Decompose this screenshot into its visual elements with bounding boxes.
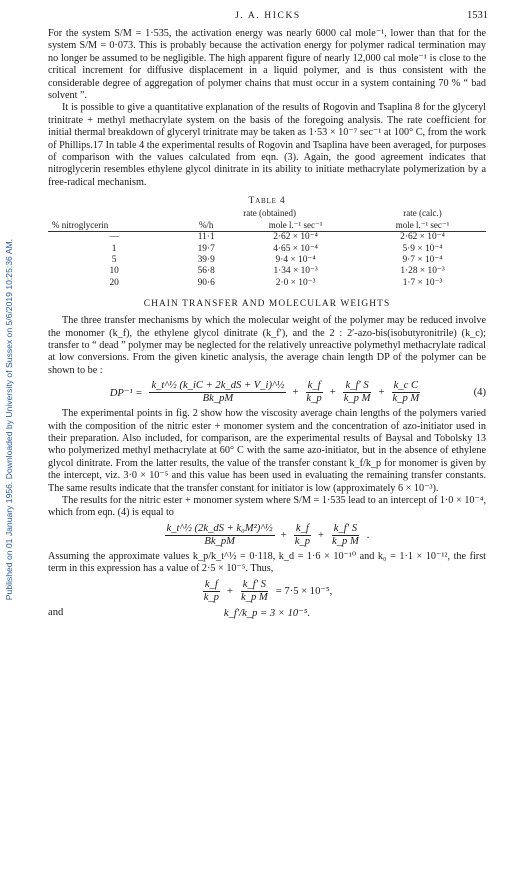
table-row: 20 90·6 2·0 × 10⁻³ 1·7 × 10⁻³ bbox=[109, 277, 443, 288]
eq4-term4: $\frac{\text{k\_c C}}{\text{k\_p M}}$ bbox=[392, 380, 420, 405]
equation-number: (4) bbox=[473, 387, 486, 399]
table-4 bbox=[48, 195, 486, 289]
section-heading: CHAIN TRANSFER AND MOLECULAR WEIGHTS bbox=[143, 299, 391, 310]
table-group-header bbox=[48, 208, 486, 219]
col-obtained-unit: mole l.⁻¹ sec⁻¹ bbox=[232, 220, 359, 232]
eq4-term3: $\frac{k\_f' S}{\text{k\_p M}}$ bbox=[343, 380, 371, 405]
table-column-header bbox=[48, 220, 486, 232]
and-label: and bbox=[48, 607, 64, 619]
body-text bbox=[48, 28, 486, 622]
eq4-term2: $\frac{k\_f}{k\_p}$ bbox=[306, 380, 322, 405]
group-obtained: rate (obtained) bbox=[243, 208, 297, 219]
paragraph-rogovin-tsaplina: It is possible to give a quantitative explanation of the results of Rogovin and Tsaplina 8 for the glyceryl trinitrate + methyl methacrylate system on the basis of the foregoing analysis. The rate coefficient for initial thermal breakdown of glyceryl trinitrate may be taken as 1·53 × 10⁻⁷ sec⁻¹ at 100° C, from the work of Phillips.17 In table 4 the experimental results of Rogovin and Tsaplina have been averaged, for purposes of comparison with the values calculated from eqn. (3). Again, the good agreement indicates that nitroglycerin resembles ethylene glycol dinitrate in its ability to initiate methacrylate polymerization by a free-radical mechanism. bbox=[48, 102, 486, 188]
group-calc: rate (calc.) bbox=[403, 208, 442, 219]
equation-sum: $\frac{k\_f}{k\_p}$ + $\frac{k\_f' S}{\text{k\_p M}}$ = 7·5 × 10⁻⁵, bbox=[203, 578, 333, 603]
running-head-author: J. A. HICKS bbox=[235, 11, 301, 21]
eq-final-expr: k_f′/k_p = 3 × 10⁻⁵. bbox=[223, 607, 311, 619]
eq4-lhs: DP⁻¹ = bbox=[109, 387, 143, 399]
rate-table bbox=[48, 208, 486, 289]
table-row: 1 19·7 4·65 × 10⁻⁴ 5·9 × 10⁻⁴ bbox=[111, 243, 443, 254]
paragraph-assuming: Assuming the approximate values k_p/k_t^½ = 0·118, k_d = 1·6 × 10⁻¹⁰ and k₀ = 1·1 × 10⁻¹², the first term in this expression has a value of 2·5 × 10⁻⁵. Thus, bbox=[48, 550, 486, 575]
paragraph-activation-energy: For the system S/M = 1·535, the activation energy was nearly 6000 cal mole⁻¹, lower than that for the system S/M = 0·073. This is probably because the activation energy for polymer radical termination may no longer be assumed to be negligible. The high apparent figure of nearly 12,000 cal mole⁻¹ is close to the critical increment for diffusive displacement in a liquid polymer, and is thus consistent with the considerable degree of aggregation of polymer chains that must occur in a system containing 70 % “ bad solvent ”. bbox=[48, 28, 486, 102]
running-head bbox=[48, 11, 488, 25]
publication-note: Published on 01 January 1956. Downloaded by University of Sussex on 5/6/2019 10:25:36 AM. bbox=[4, 239, 14, 601]
page-number: 1531 bbox=[467, 10, 488, 21]
eq-sum-rhs: = 7·5 × 10⁻⁵, bbox=[275, 586, 333, 598]
eq4-term1: $\frac{\text{k\_t\textasciicircum{}½ (k\_iC + 2k\_dS + V\_i)\textasciicircum{}½}}{Bk\_pM}$ bbox=[151, 380, 285, 405]
table-row: — 11·1 2·62 × 10⁻⁴ 2·62 × 10⁻⁴ bbox=[109, 232, 445, 243]
col-pct-per-hour: %/h bbox=[180, 220, 232, 232]
paragraph-transfer-mechanisms: The three transfer mechanisms by which the molecular weight of the polymer may be reduced involve the monomer (k_f), the ethylene glycol dinitrate (k_f′), and the 2 : 2′-azo-bis(isobutyronitrile) (k_c); transfer to “ dead ” polymer may be neglected for the relatively unreactive polymethyl methacrylate radical at low conversions. From the given kinetic analysis, the average chain length DP of the polymer can be shown to be : bbox=[48, 315, 486, 376]
paragraph-intercept: The results for the nitric ester + monomer system where S/M = 1·535 lead to an intercept of 1·0 × 10⁻⁴, which from eqn. (4) is equal to bbox=[48, 495, 486, 519]
equation-4: DP⁻¹ = $\frac{\text{k\_t\textasciicircum{}½ (k\_iC + 2k\_dS + V\_i)\textasciicircum{}½}}{Bk\_pM}$ + $\frac{k\_f}{k\_p}$ + $\frac{k\_f' S}{\text{k\_p M}}$ + $\frac{\text{k\_c C}}{\text{k\_p M}}$ (4) bbox=[109, 380, 486, 405]
col-calc-unit: mole l.⁻¹ sec⁻¹ bbox=[359, 220, 486, 232]
paragraph-experimental-points: The experimental points in fig. 2 show how the viscosity average chain lengths of the polymers varied with the composition of the nitric ester + monomer system and the concentration of azo-initiator used in their preparation. Also included, for comparison, are the experimental results of Baysal and Tobolsky 13 who polymerized methyl methacrylate at 60° C with the same azo-initiator, but in the absence of ethylene glycol dinitrate. From the latter results, the value of the transfer constant k_f/k_p for monomer is given by the intercept, viz. 3·0 × 10⁻⁵ and this value has been used in evaluating the remaining transfer constants. The same results indicate that the transfer constant for initiator is low (approximately 6 × 10⁻³). bbox=[48, 408, 486, 494]
col-nitroglycerin: % nitroglycerin bbox=[48, 220, 180, 232]
equation-final bbox=[48, 607, 486, 619]
table-row: 5 39·9 9·4 × 10⁻⁴ 9·7 × 10⁻⁴ bbox=[111, 254, 443, 265]
equation-intercept: $\frac{\text{k\_t\textasciicircum{}½ (2k\_dS + k₀M²)\textasciicircum{}½}}{Bk\_pM}$ + $\frac{k\_f}{k\_p}$ + $\frac{k\_f' S}{\text{k\_p M}}$ . bbox=[166, 522, 370, 547]
table-caption: Table 4 bbox=[248, 195, 286, 207]
table-row: 10 56·8 1·34 × 10⁻³ 1·28 × 10⁻³ bbox=[109, 266, 445, 277]
